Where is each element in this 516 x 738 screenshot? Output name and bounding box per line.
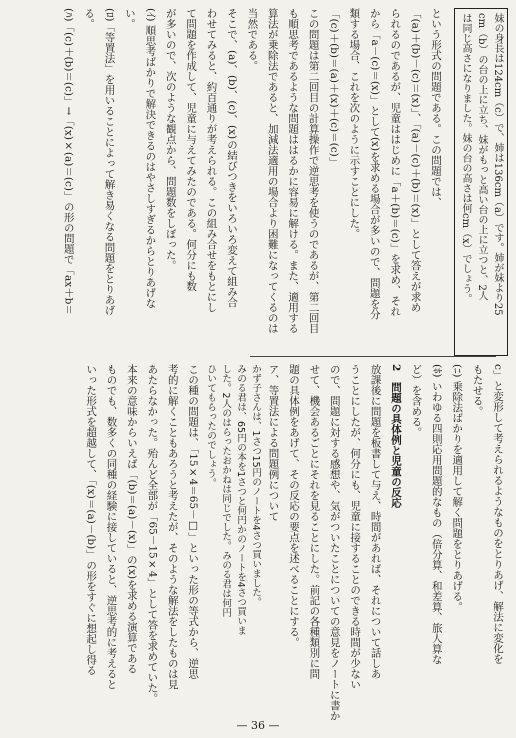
text-column: あたらなかった。殆んど全部が「65－15×4」として答を求めていた。 (146, 364, 159, 704)
handwritten-example-line: した。2人のはらったおかねは同じでした。みのる君は何円 (220, 364, 232, 618)
text-column: ど）を含める。 (410, 364, 423, 438)
problem-box-line: は同じ高さになりました。妹の台の高さは何cm（x）でしょう。 (460, 13, 471, 304)
text-column: 考的に解くこともあろうと考えたが、そのような解法をしたものは見 (166, 364, 179, 690)
text-column: 題の具体例をあげて、その反応の要点を述べることにする。 (287, 364, 300, 648)
text-column: ア、等置法による問題例について (267, 364, 280, 522)
upper-section (8, 8, 508, 356)
upper-vertical-text (8, 8, 508, 356)
handwritten-example-line: ひいてもらったのでしょう。 (205, 364, 217, 488)
text-column: 当然である。 (246, 8, 259, 71)
text-column: い。 (123, 8, 136, 29)
problem-box-line: 妹の身長は124cm（c）で、姉は136cm（a）です。姉が妹より25 (492, 13, 503, 316)
text-column: この問題は第二回目の計算操作で逆思考を使うのであるが、第二回目 (307, 8, 320, 334)
text-column: も順思考であるような問題ははるかに容易に解ける。また、適用する (287, 8, 300, 334)
text-column: て問題を作成して、児童に与えてみたのである。何分にも数 (185, 8, 198, 292)
text-column: この種の問題は、「15×4＝65－□」といった形の等式から、逆思 (187, 364, 200, 679)
text-column: うことにしたが、何分にも、児童に接することのできる時間が少ない (349, 364, 362, 690)
text-column: せて、機会あるごとにそれを見ることにした。前記の各種類別に問 (308, 364, 321, 679)
lower-section (8, 364, 508, 721)
text-column: いった形式を超越して、「(x)＝(a)－(b)」の形をすぐに想起し得る (85, 364, 98, 676)
text-column: 「(c)＋(b)＝(a)＋(x)＋(c)＝(c)」 (327, 8, 340, 168)
text-column: という形式の問題である。この問題では、 (430, 8, 442, 208)
problem-box-line: cm（b）の台の上に立ち、妹がもっと高い台の上に立つと、2人 (476, 13, 487, 301)
text-column: る。 (83, 8, 96, 29)
text-column: c」と変形して考えられるようなものをとりあげ、解法に変化を (492, 364, 504, 664)
text-column: から「a－(c)＝(x)」として(x)を求める場合が多いので、問題を分 (368, 8, 381, 320)
handwritten-example-line: かず子さんは、1さつ15円のノートを4さつ買いました。 (250, 364, 262, 607)
text-column: ので、問題に対する感想や、気がついたことについての意見をノートに書か (328, 364, 341, 721)
text-column: (ｲ) 順思考ばかりで解決できるのはやさしすぎるからとりあげな (144, 8, 157, 309)
handwritten-example-line: みのる君は、65円の本を1さつと何円かのノートを4さつ買いま (235, 364, 247, 636)
text-column: 算法が乗除法であると、加減法適用の場合より困難になってくるのは (266, 8, 279, 334)
text-column: 「(a)＋(b)－(c)＝(x)」、「(a)－(c)＋(b)＝(x)」として答えが求め (409, 8, 422, 313)
text-column: もたせる。 (471, 364, 484, 417)
text-column: そこで、(a)、(b)、(c)、(x)の結びつきをいろいろ変えて組み合 (225, 8, 238, 308)
problem-box (454, 8, 508, 356)
text-column: 放課後に問題を板書して与え、時間があれば、それについて話しあ (369, 364, 382, 679)
lower-vertical-text (8, 364, 508, 721)
page-number: — 36 — (236, 719, 280, 732)
section-heading: 2 問題の具体例と児童の反応 (389, 364, 402, 508)
text-column: (ﾆ) 乗除法ばかりを適用して解く問題をとりあげる。 (451, 364, 464, 612)
text-column: 本来の意味からいえば「(b)＝(a)－(x)」の(x)を求める演算である (125, 364, 138, 674)
text-column: (ﾛ)「等置法」を用いることによって解き易くなる問題をとりあげ (103, 8, 116, 316)
text-column: (ﾊ)「(c)＋(b)＝(c)」→「(x)×(a)＝(c)」の形の問題で「ax＋b＝ (62, 8, 75, 315)
text-column: 類する場合、これを次のように示すことにした。 (348, 8, 361, 239)
section-divider (250, 356, 496, 357)
text-column: られるのであるが、児童ははじめに「a＋(b)＝(c)」を求め、それ (389, 8, 402, 317)
text-column: わせてみると、約百通りが考えられる。この組み合せをもとにし (205, 8, 218, 313)
text-column: が多いので、次のような観点から、問題数をしぼった。 (164, 8, 177, 271)
text-column: ものでも、数多くの同種の経験に接していると、逆思考的に考えると (105, 364, 118, 690)
text-column: (ﾎ) いわゆる四則応用問題的なもの（倍分算、和差算、旅人算な (430, 364, 443, 665)
